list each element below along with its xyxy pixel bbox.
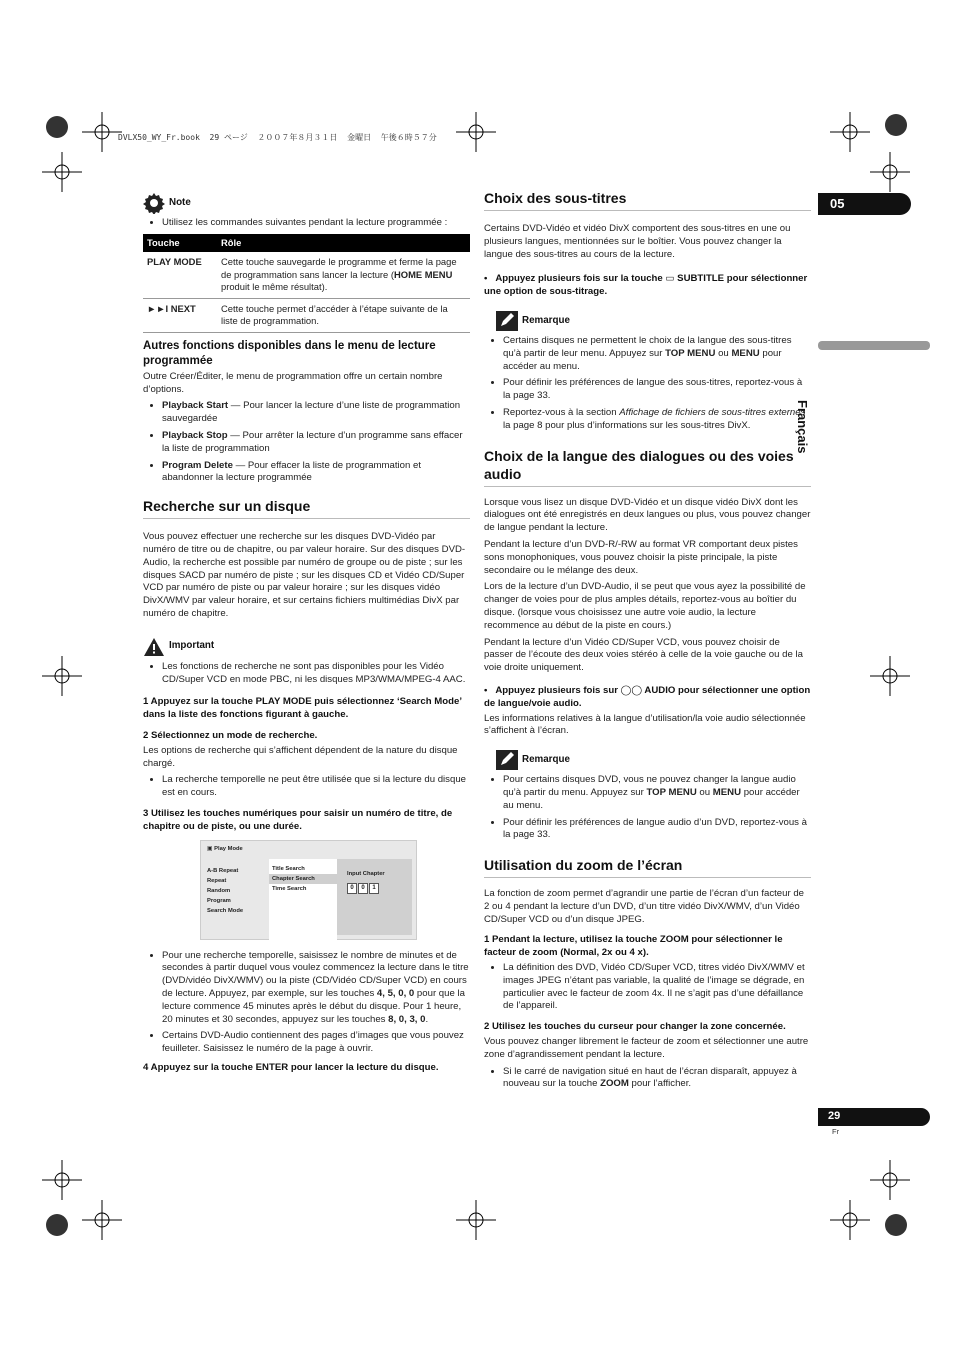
menu-item: Program: [207, 897, 231, 904]
dialogues-p1: Lorsque vous lisez un disque DVD-Vidéo et un disque vidéo DivX dont les dialogues ont été enregistrés en deux langues ou plus, vous pouvez changer de langue pendant la lecture.: [484, 496, 811, 534]
table-header-role: Rôle: [217, 234, 470, 253]
page-number-tab: [818, 1108, 930, 1126]
step-1: 1 Appuyez sur la touche PLAY MODE puis sélectionnez ‘Search Mode’ dans la liste des fonctions figurant à gauche.: [143, 696, 462, 721]
color-target-tr: [885, 114, 907, 136]
crosshair-bottom-left: [42, 1160, 82, 1200]
important-list: [143, 661, 470, 687]
important-bullet: • Les fonctions de recherche ne sont pas disponibles pour les Vidéo CD/Super VCD en mode PBC, ni les disques MP3/WMA/MPEG-4 AAC.: [162, 661, 470, 687]
remarque-header-2: [496, 750, 811, 770]
autres-intro: Outre Créer/Éditer, le menu de programmation offre un certain nombre d’options.: [143, 370, 443, 395]
crosshair-top-right-2: [870, 152, 910, 192]
page-number: 29: [828, 1110, 841, 1122]
menu-item: Random: [207, 887, 231, 894]
table-key: PLAY MODE: [143, 252, 217, 298]
menu-item: Search Mode: [207, 907, 244, 914]
table-role: Cette touche permet d’accéder à l’étape suivante de la liste de programmation.: [217, 298, 470, 332]
remarque-label: Remarque: [522, 753, 570, 765]
recherche-para: Vous pouvez effectuer une recherche sur les disques DVD-Vidéo par numéro de titre ou de chapitre, ou par valeur horaire. Sur des disques DVD-Audio, la recherche est possible par numéro de groupe ou de piste ; sur les disques SACD par numéro de piste ; sur les disques CD et Vidéo CD/Super VCD par numéro de piste ou par valeur horaire ; sur les disques vidéo DivX/WMV par valeur horaire, et sur certains fichiers multimédias DivX par numéro de chapitre.: [143, 531, 466, 619]
crosshair-top-right: [830, 112, 870, 152]
left-column: [143, 193, 470, 1077]
crosshair-top-left-2: [82, 112, 122, 152]
zoom-list-2: [484, 1066, 811, 1092]
crosshair-mid-right: [870, 656, 910, 696]
list-item: • Pour une recherche temporelle, saisissez le nombre de minutes et de secondes à partir duquel vous voulez commencez la lecture dans le titre (DVD/vidéo DivX/WMV) ou la piste (CD/Vidéo CD/Super VCD) en cours de lecture. Appuyez, par exemple, sur les touches 4, 5, 0, 0 pour que la lecture commence 45 minutes après le début du disque. Pour 1 heure, 20 minutes et 30 secondes, appuyez sur les touches 8, 0, 3, 0.: [162, 950, 470, 1027]
list-item: • Pour définir les préférences de langue des sous-titres, reportez-vous à la page 33.: [503, 377, 811, 403]
warning-icon: [143, 637, 165, 657]
dialogues-step-text: Les informations relatives à la langue d’utilisation/la voie audio sélectionnée s’affichent à l’écran.: [484, 712, 806, 737]
menu-item: Time Search: [272, 885, 307, 892]
crosshair-bottom-center: [456, 1200, 496, 1240]
color-target-tl: [46, 116, 68, 138]
remarque-list-2: [484, 774, 811, 842]
list-item: • Playback Start — Pour lancer la lecture d’une liste de programmation sauvegardée: [162, 400, 470, 426]
crosshair-bottom-right: [830, 1200, 870, 1240]
note-header: [143, 193, 470, 213]
recherche-heading: Recherche sur un disque: [143, 497, 470, 519]
table-row: [143, 298, 470, 332]
color-target-br: [885, 1214, 907, 1236]
zoom-step-2: 2 Utilisez les touches du curseur pour changer la zone concernée.: [484, 1021, 786, 1033]
menu-item: A-B Repeat: [207, 867, 239, 874]
table-header-key: Touche: [143, 234, 217, 253]
input-digits: [347, 883, 380, 894]
zoom-heading: Utilisation du zoom de l’écran: [484, 856, 811, 878]
digit-box: 1: [369, 883, 379, 894]
zoom-para: La fonction de zoom permet d’agrandir une partie de l’écran d’un facteur de 2 ou 4 pendant la lecture d’un DVD, d’un titre vidéo DivX/WMV, d’un Vidéo CD/Super VCD ou d’un disque JPEG.: [484, 888, 804, 925]
table-key: ►►I NEXT: [143, 298, 217, 332]
language-bar: [818, 341, 930, 350]
zoom-step-1: 1 Pendant la lecture, utilisez la touche ZOOM pour sélectionner le facteur de zoom (Normal, 2x ou 4 x).: [484, 934, 783, 959]
step-3: 3 Utilisez les touches numériques pour saisir un numéro de titre, de chapitre ou de piste, ou une durée.: [143, 807, 453, 832]
soustitres-step: • Appuyez plusieurs fois sur la touche ▭ SUBTITLE pour sélectionner une option de sous-titrage.: [484, 273, 808, 298]
dialogues-p3: Lors de la lecture d’un DVD-Audio, il se peut que vous ayez la possibilité de changer de voies pour de plus amples détails, reportez-vous au boîtier du disque. (lorsque vous choisissez une autre voie audio, la lecture recommence au début de la piste en cours.): [484, 581, 806, 631]
remarque-header-1: [496, 311, 811, 331]
screen-title: ▣ Play Mode: [207, 845, 243, 852]
screen-input-panel: [337, 859, 412, 935]
search-list: [143, 950, 470, 1056]
table-row: [143, 252, 470, 298]
step-2-bullet: • La recherche temporelle ne peut être utilisée que si la lecture du disque est en cours.: [162, 774, 470, 800]
list-item: • La définition des DVD, Vidéo CD/Super VCD, titres vidéo DivX/WMV et images JPEG n’étant pas variable, la qualité de l’image se dégrade, en particulier avec le facteur de zoom 4x. Il ne s’agit pas d’une défaillance de l’appareil.: [503, 962, 811, 1013]
crosshair-top-center: [456, 112, 496, 152]
table-role: Cette touche sauvegarde le programme et ferme la page de programmation sans lancer la lecture (HOME MENU produit le même résultat).: [217, 252, 470, 298]
subtitle-button-icon: ▭: [665, 273, 675, 285]
note-list: [143, 217, 470, 230]
note-label: Note: [169, 196, 191, 208]
menu-item: Repeat: [207, 877, 227, 884]
color-target-bl: [46, 1214, 68, 1236]
menu-item-selected: Chapter Search: [269, 874, 337, 884]
pencil-icon: [496, 750, 518, 770]
list-item: • Program Delete — Pour effacer la liste de programmation et abandonner la lecture programmée: [162, 460, 470, 486]
crosshair-bottom-left-2: [82, 1200, 122, 1240]
page-lang: Fr: [832, 1127, 840, 1136]
commands-table: [143, 234, 470, 333]
menu-item: Title Search: [272, 865, 305, 872]
chapter-number: 05: [830, 196, 845, 211]
screen-left-menu: [207, 866, 243, 916]
step-2: 2 Sélectionnez un mode de recherche.: [143, 729, 318, 741]
dialogues-p2: Pendant la lecture d’un DVD-R/-RW au format VR comportant deux pistes sons monophoniques, vous pouvez choisir la piste principale, la piste secondaire ou le mélange des deux.: [484, 538, 798, 576]
important-label: Important: [169, 640, 215, 652]
list-item: • Reportez-vous à la section Affichage de fichiers de sous-titres externes la page 8 pour plus d’informations sur les sous-titres DivX.: [503, 407, 811, 433]
list-item: • Pour certains disques DVD, vous ne pouvez changer la langue audio qu’à partir du menu. Appuyez sur TOP MENU ou MENU pour accéder au menu.: [503, 774, 811, 812]
list-item: • Playback Stop — Pour arrêter la lecture d’un programme sans effacer la liste de programmation: [162, 430, 470, 456]
note-icon: [143, 193, 165, 213]
play-mode-screen: [200, 840, 417, 940]
list-item: • Pour définir les préférences de langue audio d’un DVD, reportez-vous à la page 33.: [503, 817, 811, 843]
print-header: DVLX50_WY_Fr.book 29 ページ ２００７年８月３１日 金曜日 午後６時５７分: [118, 133, 437, 142]
audio-button-icon: ◯◯: [620, 684, 643, 696]
step-2-list: [143, 774, 470, 800]
digit-box: 0: [358, 883, 368, 894]
important-header: [143, 637, 470, 657]
soustitres-heading: Choix des sous-titres: [484, 189, 811, 211]
crosshair-bottom-right-2: [870, 1160, 910, 1200]
list-item: • Certains disques ne permettent le choix de la langue des sous-titres qu’à partir de leur menu. Appuyez sur TOP MENU ou MENU pour accéder au menu.: [503, 335, 811, 373]
language-tab: Français: [795, 400, 810, 454]
dialogues-p4: Pendant la lecture d’un Vidéo CD/Super VCD, vous pouvez choisir de passer de l’écoute des deux voies stéréo à celle de la voie gauche ou de la voie droite uniquement.: [484, 636, 803, 674]
soustitres-para: Certains DVD-Vidéo et vidéo DivX comportent des sous-titres en une ou plusieurs langues, mentionnées sur le boîtier. Vous pouvez changer la langue des sous-titres au cours de la lecture.: [484, 223, 791, 260]
step-2-text: Les options de recherche qui s’affichent dépendent de la nature du disque chargé.: [143, 744, 458, 769]
autres-list: [143, 400, 470, 485]
dialogues-step: • Appuyez plusieurs fois sur ◯◯ AUDIO pour sélectionner une option de langue/voie audio.: [484, 684, 811, 709]
remarque-list-1: [484, 335, 811, 433]
pencil-icon: [496, 311, 518, 331]
list-item: • Certains DVD-Audio contiennent des pages d’images que vous pouvez feuilleter. Saisissez le numéro de la page à ouvrir.: [162, 1030, 470, 1056]
note-bullet: • Utilisez les commandes suivantes pendant la lecture programmée :: [162, 217, 470, 230]
autres-heading: Autres fonctions disponibles dans le menu de lecture programmée: [143, 339, 436, 367]
zoom-list-1: [484, 962, 811, 1013]
list-item: • Si le carré de navigation situé en haut de l’écran disparaît, appuyez à nouveau sur la touche ZOOM pour l’afficher.: [503, 1066, 811, 1092]
zoom-step-2-text: Vous pouvez changer librement le facteur de zoom et sélectionner une autre zone d’agrandissement pendant la lecture.: [484, 1036, 809, 1060]
crosshair-top-left: [42, 152, 82, 192]
step-4: 4 Appuyez sur la touche ENTER pour lancer la lecture du disque.: [143, 1061, 439, 1073]
crosshair-mid-left: [42, 656, 82, 696]
screen-mid-menu: [269, 859, 337, 940]
remarque-label: Remarque: [522, 314, 570, 326]
chapter-tab: [818, 193, 911, 215]
digit-box: 0: [347, 883, 357, 894]
dialogues-heading: Choix de la langue des dialogues ou des voies audio: [484, 447, 811, 487]
right-column: [484, 189, 811, 1095]
input-label: Input Chapter: [347, 870, 385, 877]
